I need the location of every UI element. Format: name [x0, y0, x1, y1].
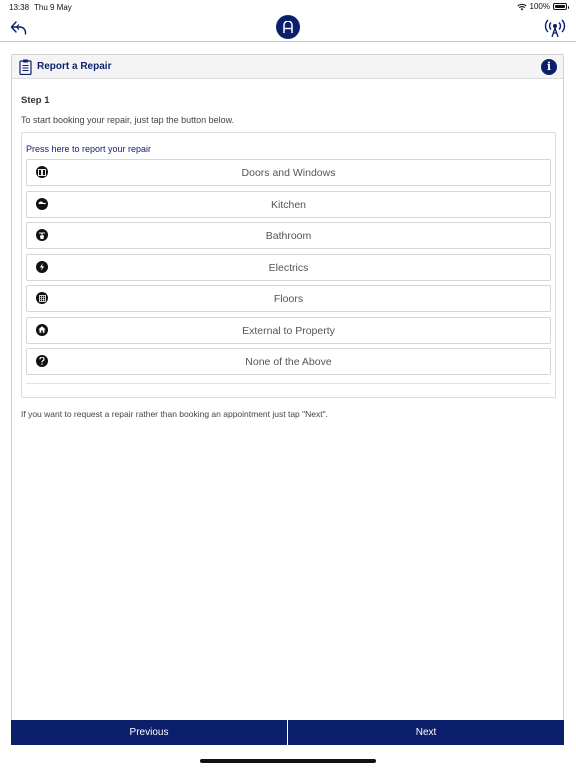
option-external-to-property[interactable] — [26, 317, 551, 344]
panel-title: Report a Repair — [37, 61, 112, 72]
previous-button[interactable]: Previous — [11, 720, 287, 745]
next-button[interactable]: Next — [287, 720, 564, 745]
option-bathroom[interactable] — [26, 222, 551, 249]
option-none-of-the-above[interactable] — [26, 348, 551, 375]
clipboard-icon — [19, 59, 32, 75]
option-doors-and-windows[interactable] — [26, 159, 551, 186]
back-icon[interactable] — [10, 19, 28, 37]
option-label: Electrics — [268, 261, 309, 274]
option-kitchen[interactable] — [26, 191, 551, 218]
status-bar — [0, 0, 576, 14]
wifi-icon — [517, 3, 527, 11]
home-indicator[interactable] — [200, 759, 376, 763]
option-label: None of the Above — [245, 356, 332, 368]
panel-header — [12, 55, 563, 79]
antenna-icon[interactable] — [544, 17, 566, 39]
option-floors[interactable] — [26, 285, 551, 312]
option-label: Doors and Windows — [241, 167, 336, 179]
status-right — [517, 2, 567, 11]
step-title: Step 1 — [21, 95, 50, 106]
footer-note: If you want to request a repair rather than booking an appointment just tap "Next". — [21, 409, 329, 419]
bottom-button-bar — [11, 720, 564, 745]
option-label: External to Property — [242, 324, 335, 337]
repair-options-list — [26, 159, 551, 380]
option-label: Bathroom — [265, 230, 312, 242]
app-logo[interactable] — [276, 15, 300, 39]
info-icon[interactable]: i — [541, 59, 557, 75]
status-time: 13:38 — [9, 3, 30, 12]
nav-bar — [0, 14, 576, 42]
repair-options-label: Press here to report your repair — [26, 144, 152, 154]
repair-options-box — [21, 132, 556, 398]
battery-icon — [553, 3, 567, 10]
report-repair-panel — [11, 54, 564, 744]
option-label: Floors — [273, 293, 304, 305]
step-intro: To start booking your repair, just tap the button below. — [21, 115, 235, 125]
option-electrics[interactable] — [26, 254, 551, 281]
logo-letter-icon — [282, 21, 294, 34]
status-date: Thu 9 May — [34, 3, 72, 12]
options-divider — [26, 383, 551, 384]
battery-percent: 100% — [529, 2, 550, 11]
option-label: Kitchen — [270, 198, 307, 211]
